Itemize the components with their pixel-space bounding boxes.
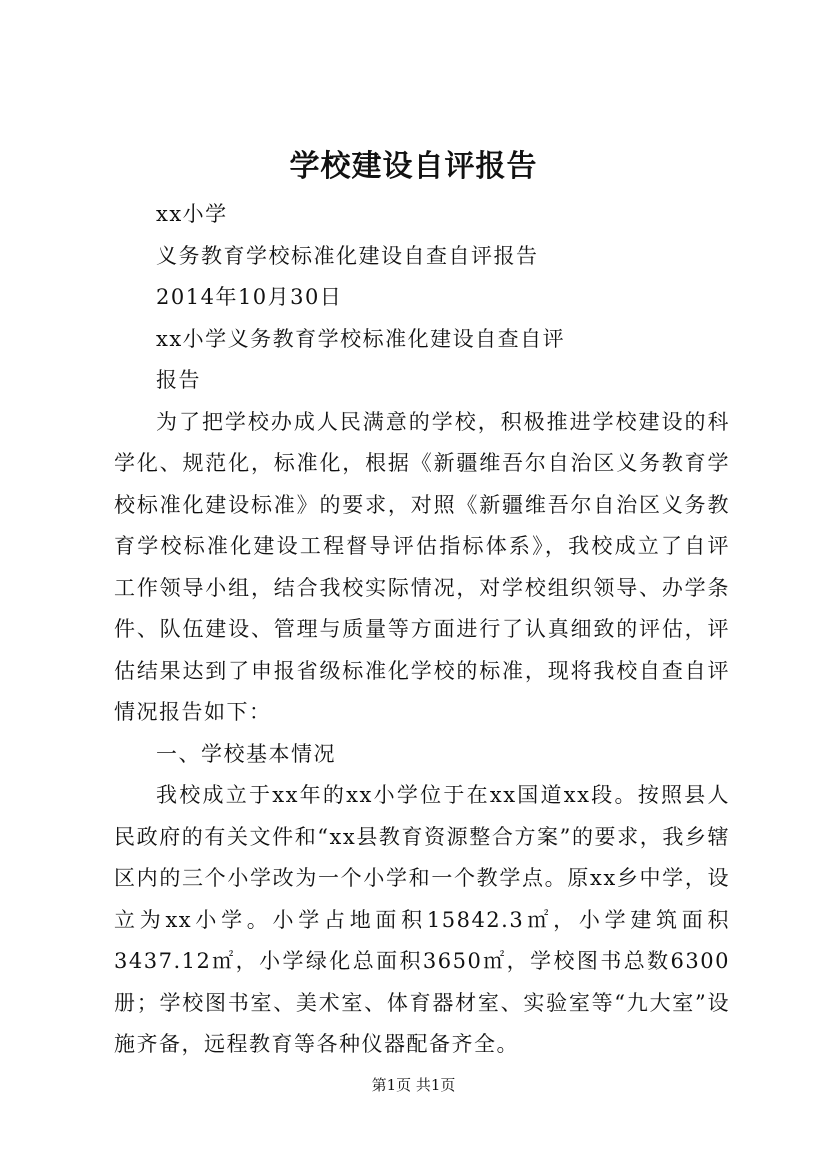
page-footer: 第1页 共1页 <box>371 1076 456 1094</box>
report-heading-line1: xx小学义务教育学校标准化建设自查自评 <box>156 326 566 351</box>
section-heading: 一、学校基本情况 <box>156 741 336 766</box>
report-date: 2014年10月30日 <box>156 285 343 309</box>
school-name: xx小学 <box>156 202 228 226</box>
document-body <box>114 194 730 1066</box>
report-subtitle: 义务教育学校标准化建设自查自评报告 <box>156 243 539 268</box>
document-title: 学校建设自评报告 <box>289 149 538 184</box>
intro-paragraph: 为了把学校办成人民满意的学校，积极推进学校建设的科学化、规范化，标准化，根据《新疆维吾尔自治区义务教育学校标准化建设标准》的要求，对照《新疆维吾尔自治区义务教育学校标准化建设工程督导评估指标体系》，我校成立了自评工作领导小组，结合我校实际情况，对学校组织领导、办学条件、队伍建设、管理与质量等方面进行了认真细致的评估，评估结果达到了申报省级标准化学校的标准，现将我校自查自评情况报告如下： <box>114 409 730 724</box>
report-heading-line2: 报告 <box>156 368 201 392</box>
basic-info-paragraph: 我校成立于xx年的xx小学位于在xx国道xx段。按照县人民政府的有关文件和“xx县教育资源整合方案”的要求，我乡辖区内的三个小学改为一个小学和一个教学点。原xx乡中学，设立为xx小学。小学占地面积15842.3㎡，小学建筑面积3437.12㎡，小学绿化总面积3650㎡，学校图书总数6300册；学校图书室、美术室、体育器材室、实验室等“九大室”设施齐备，远程教育等各种仪器配备齐全。 <box>114 783 730 1056</box>
